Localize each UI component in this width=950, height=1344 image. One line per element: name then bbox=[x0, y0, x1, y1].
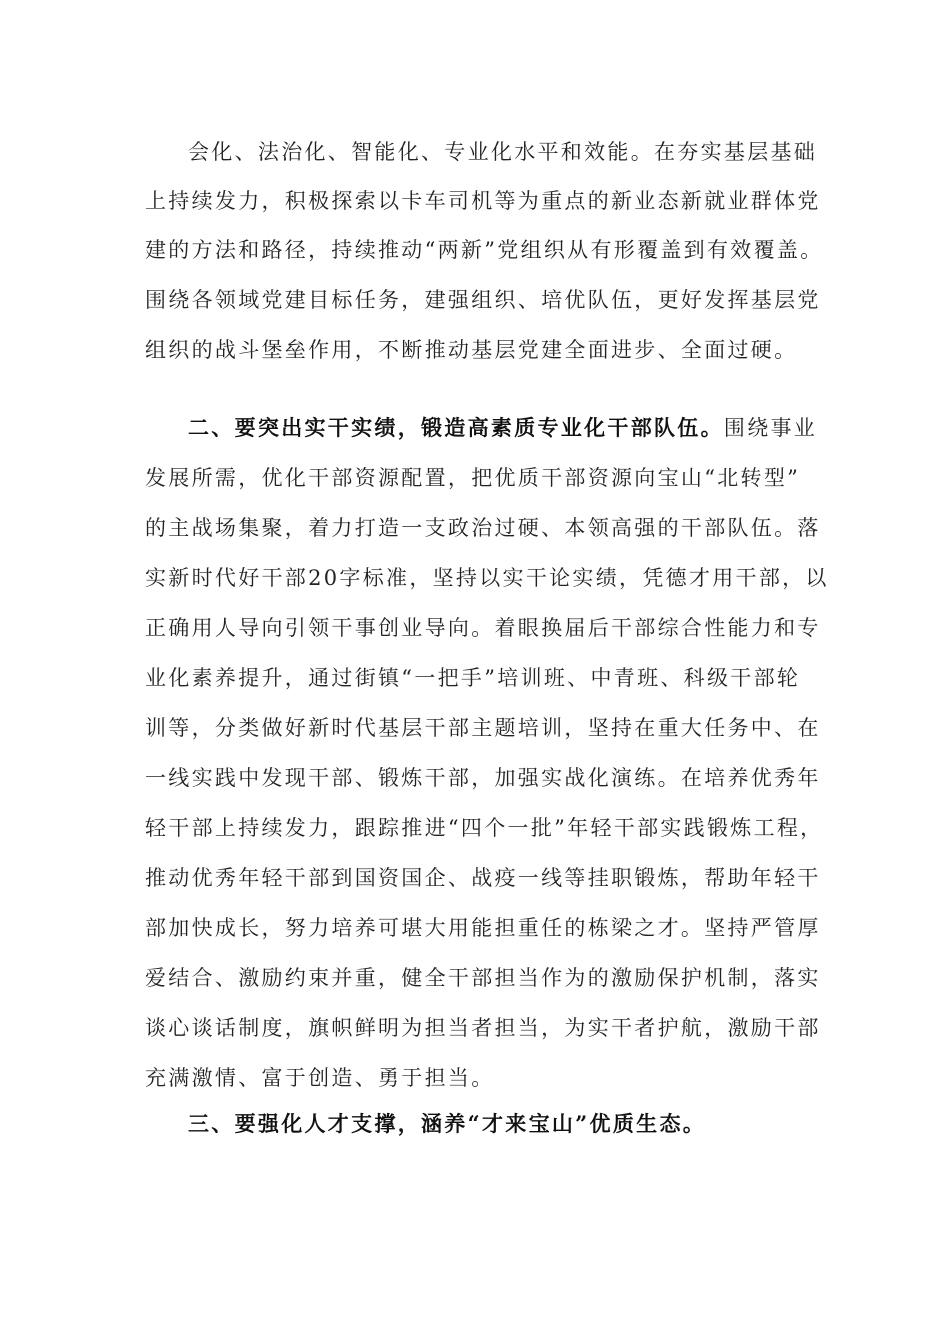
text-line: 推动优秀年轻干部到国资国企、战疫一线等挂职锻炼，帮助年轻干 bbox=[145, 866, 821, 890]
paragraph-first-line bbox=[188, 414, 817, 442]
text-line: 部加快成长，努力培养可堪大用能担重任的栋梁之才。坚持严管厚 bbox=[145, 916, 821, 940]
text-line: 一线实践中发现干部、锻炼干部，加强实战化演练。在培养优秀年 bbox=[145, 766, 821, 790]
section-heading-2: 二、要突出实干实绩，锻造高素质专业化干部队伍。 bbox=[188, 415, 724, 440]
text-line: 的主战场集聚，着力打造一支政治过硬、本领高强的干部队伍。落 bbox=[145, 516, 821, 540]
text-line: 爱结合、激励约束并重，健全干部担当作为的激励保护机制，落实 bbox=[145, 966, 821, 990]
text-line: 充满激情、富于创造、勇于担当。 bbox=[145, 1066, 495, 1090]
text-line: 轻干部上持续发力，跟踪推进“四个一批”年轻干部实践锻炼工程， bbox=[145, 816, 824, 840]
text-line: 建的方法和路径，持续推动“两新”党组织从有形覆盖到有效覆盖。 bbox=[145, 238, 824, 262]
section-heading-3: 三、要强化人才支撑，涵养“才来宝山”优质生态。 bbox=[188, 1111, 707, 1136]
text-line: 实新时代好干部20字标准，坚持以实干论实绩，凭德才用干部，以 bbox=[145, 566, 829, 590]
text-line: 会化、法治化、智能化、专业化水平和效能。在夯实基层基础 bbox=[188, 140, 818, 164]
text-run: 围绕事业 bbox=[723, 416, 818, 440]
text-line: 发展所需，优化干部资源配置，把优质干部资源向宝山“北转型” bbox=[145, 466, 801, 490]
text-line: 围绕各领域党建目标任务，建强组织、培优队伍，更好发挥基层党 bbox=[145, 288, 821, 312]
text-line: 业化素养提升，通过街镇“一把手”培训班、中青班、科级干部轮 bbox=[145, 666, 801, 690]
text-line: 上持续发力，积极探索以卡车司机等为重点的新业态新就业群体党 bbox=[145, 189, 821, 213]
text-line: 正确用人导向引领干事创业导向。着眼换届后干部综合性能力和专 bbox=[145, 616, 821, 640]
text-line: 训等，分类做好新时代基层干部主题培训，坚持在重大任务中、在 bbox=[145, 716, 821, 740]
text-line: 谈心谈话制度，旗帜鲜明为担当者担当，为实干者护航，激励干部 bbox=[145, 1016, 821, 1040]
text-line: 组织的战斗堡垒作用，不断推动基层党建全面进步、全面过硬。 bbox=[145, 338, 798, 362]
